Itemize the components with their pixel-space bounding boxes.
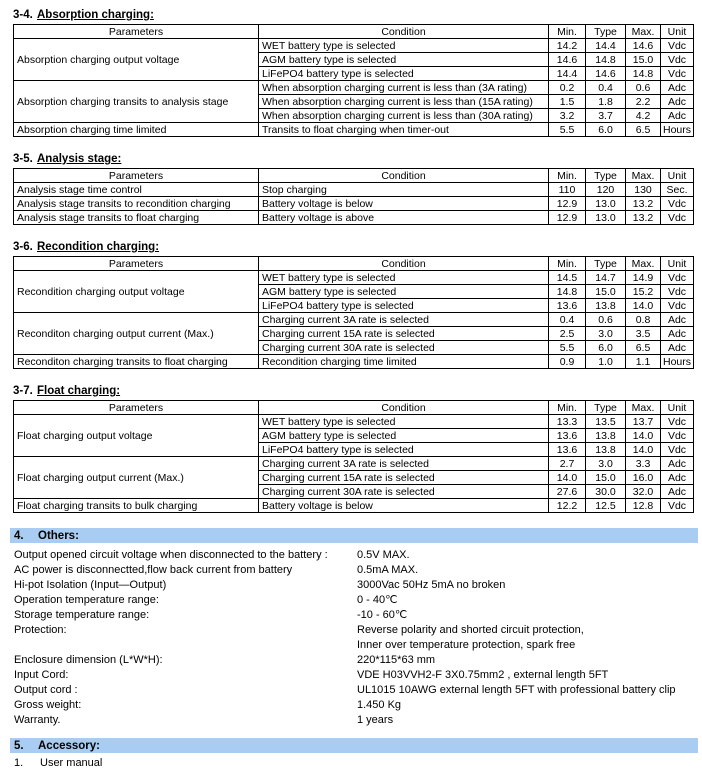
parameter-cell: Absorption charging transits to analysis stage <box>14 81 259 123</box>
max-cell: 14.9 <box>626 271 661 285</box>
max-cell: 12.8 <box>626 499 661 513</box>
spec-row <box>10 668 698 683</box>
unit-cell: Hours <box>661 355 694 369</box>
type-cell: 0.6 <box>586 313 626 327</box>
spec-value: UL1015 10AWG external length 5FT with professional battery clip <box>357 684 676 696</box>
spec-row <box>10 683 698 698</box>
section-number: 3-5. <box>13 153 33 165</box>
type-cell: 30.0 <box>586 485 626 499</box>
type-cell: 12.5 <box>586 499 626 513</box>
section-number: 4. <box>14 529 24 542</box>
type-cell: 13.8 <box>586 429 626 443</box>
table-row <box>14 313 694 327</box>
type-cell: 13.8 <box>586 443 626 457</box>
type-cell: 15.0 <box>586 285 626 299</box>
absorption-charging-table <box>13 24 694 137</box>
condition-cell: AGM battery type is selected <box>259 285 549 299</box>
table-body <box>14 415 694 513</box>
unit-cell: Sec. <box>661 183 694 197</box>
spec-label: Gross weight: <box>14 699 82 711</box>
table-header-row <box>14 25 694 39</box>
condition-cell: Charging current 3A rate is selected <box>259 457 549 471</box>
max-cell: 6.5 <box>626 123 661 137</box>
table-head <box>14 25 694 39</box>
type-cell: 13.0 <box>586 211 626 225</box>
spec-label <box>10 638 357 653</box>
min-cell: 14.0 <box>549 471 586 485</box>
unit-cell: Vdc <box>661 53 694 67</box>
type-cell: 1.0 <box>586 355 626 369</box>
min-cell: 14.5 <box>549 271 586 285</box>
section-recondition-charging <box>10 240 698 369</box>
table-row <box>14 415 694 429</box>
column-header: Min. <box>549 25 586 39</box>
section-number: 3-6. <box>13 241 33 253</box>
spec-value: -10 - 60℃ <box>357 609 408 621</box>
table-head <box>14 169 694 183</box>
parameter-cell: Float charging transits to bulk charging <box>14 499 259 513</box>
column-header: Unit <box>661 25 694 39</box>
condition-cell: Battery voltage is below <box>259 499 549 513</box>
column-header: Type <box>586 169 626 183</box>
spec-row <box>10 653 698 668</box>
type-cell: 3.0 <box>586 457 626 471</box>
parameter-cell: Absorption charging time limited <box>14 123 259 137</box>
table-row <box>14 123 694 137</box>
column-header: Condition <box>259 25 549 39</box>
max-cell: 2.2 <box>626 95 661 109</box>
max-cell: 13.2 <box>626 197 661 211</box>
max-cell: 6.5 <box>626 341 661 355</box>
spec-label: Hi-pot Isolation (Input—Output) <box>14 579 167 591</box>
condition-cell: WET battery type is selected <box>259 271 549 285</box>
unit-cell: Vdc <box>661 67 694 81</box>
section-number: 3-7. <box>13 385 33 397</box>
column-header: Parameters <box>14 25 259 39</box>
section-title: Absorption charging: <box>37 9 154 21</box>
condition-cell: When absorption charging current is less than (15A rating) <box>259 95 549 109</box>
max-cell: 13.7 <box>626 415 661 429</box>
spec-value: 0.5mA MAX. <box>357 564 419 576</box>
type-cell: 15.0 <box>586 471 626 485</box>
max-cell: 32.0 <box>626 485 661 499</box>
condition-cell: Stop charging <box>259 183 549 197</box>
table-body <box>14 39 694 137</box>
max-cell: 14.8 <box>626 67 661 81</box>
condition-cell: Charging current 30A rate is selected <box>259 341 549 355</box>
parameter-cell: Float charging output current (Max.) <box>14 457 259 499</box>
type-cell: 6.0 <box>586 123 626 137</box>
section-title: Analysis stage: <box>37 153 122 165</box>
column-header: Type <box>586 401 626 415</box>
section-heading-recondition <box>13 240 698 254</box>
column-header: Min. <box>549 401 586 415</box>
condition-cell: Transits to float charging when timer-out <box>259 123 549 137</box>
unit-cell: Adc <box>661 341 694 355</box>
condition-cell: When absorption charging current is less than (3A rating) <box>259 81 549 95</box>
condition-cell: Battery voltage is below <box>259 197 549 211</box>
spec-label: AC power is disconnectted,flow back current from battery <box>14 564 293 576</box>
section-title: Accessory: <box>38 739 101 752</box>
table-row <box>14 271 694 285</box>
column-header: Type <box>586 257 626 271</box>
min-cell: 3.2 <box>549 109 586 123</box>
analysis-stage-table <box>13 168 694 225</box>
section-title: Others: <box>38 529 79 542</box>
max-cell: 1.1 <box>626 355 661 369</box>
parameter-cell: Reconditon charging transits to float charging <box>14 355 259 369</box>
table-row <box>14 211 694 225</box>
spec-value: Inner over temperature protection, spark free <box>357 639 576 651</box>
spec-row <box>10 593 698 608</box>
min-cell: 14.2 <box>549 39 586 53</box>
accessory-item <box>10 756 698 768</box>
unit-cell: Vdc <box>661 197 694 211</box>
min-cell: 13.3 <box>549 415 586 429</box>
max-cell: 0.8 <box>626 313 661 327</box>
min-cell: 27.6 <box>549 485 586 499</box>
spec-label: Operation temperature range: <box>14 594 159 606</box>
min-cell: 14.6 <box>549 53 586 67</box>
max-cell: 4.2 <box>626 109 661 123</box>
accessory-item-label: User manual <box>40 757 103 768</box>
column-header: Unit <box>661 257 694 271</box>
min-cell: 13.6 <box>549 429 586 443</box>
table-body <box>14 271 694 369</box>
column-header: Condition <box>259 257 549 271</box>
others-rows <box>10 548 698 728</box>
type-cell: 14.7 <box>586 271 626 285</box>
others-section-bar <box>10 528 698 543</box>
table-row <box>14 183 694 197</box>
min-cell: 5.5 <box>549 123 586 137</box>
accessory-item-number: 1. <box>14 757 24 768</box>
table-head <box>14 257 694 271</box>
column-header: Condition <box>259 169 549 183</box>
table-row <box>14 81 694 95</box>
spec-value: Reverse polarity and shorted circuit protection, <box>357 624 584 636</box>
parameter-cell: Analysis stage transits to float charging <box>14 211 259 225</box>
max-cell: 0.6 <box>626 81 661 95</box>
spec-value: 0.5V MAX. <box>357 549 410 561</box>
condition-cell: Charging current 15A rate is selected <box>259 327 549 341</box>
min-cell: 2.5 <box>549 327 586 341</box>
spec-value: 1.450 Kg <box>357 699 402 711</box>
max-cell: 3.5 <box>626 327 661 341</box>
type-cell: 120 <box>586 183 626 197</box>
condition-cell: WET battery type is selected <box>259 415 549 429</box>
column-header: Parameters <box>14 169 259 183</box>
section-heading-float <box>13 384 698 398</box>
column-header: Unit <box>661 401 694 415</box>
spec-value: 220*115*63 mm <box>357 654 436 666</box>
max-cell: 3.3 <box>626 457 661 471</box>
type-cell: 3.7 <box>586 109 626 123</box>
spec-row <box>10 608 698 623</box>
unit-cell: Vdc <box>661 271 694 285</box>
min-cell: 110 <box>549 183 586 197</box>
unit-cell: Vdc <box>661 429 694 443</box>
condition-cell: Charging current 3A rate is selected <box>259 313 549 327</box>
section-title: Float charging: <box>37 385 121 397</box>
parameter-cell: Reconditon charging output current (Max.) <box>14 313 259 355</box>
spec-label: Output opened circuit voltage when disconnected to the battery : <box>14 549 328 561</box>
min-cell: 12.9 <box>549 197 586 211</box>
unit-cell: Hours <box>661 123 694 137</box>
type-cell: 14.4 <box>586 39 626 53</box>
max-cell: 15.2 <box>626 285 661 299</box>
section-number: 3-4. <box>13 9 33 21</box>
table-row <box>14 39 694 53</box>
table-head <box>14 401 694 415</box>
accessory-section-bar <box>10 738 698 753</box>
spec-label: Output cord : <box>14 684 78 696</box>
unit-cell: Adc <box>661 485 694 499</box>
type-cell: 3.0 <box>586 327 626 341</box>
unit-cell: Adc <box>661 81 694 95</box>
max-cell: 14.6 <box>626 39 661 53</box>
condition-cell: LiFePO4 battery type is selected <box>259 443 549 457</box>
column-header: Condition <box>259 401 549 415</box>
spec-value: 3000Vac 50Hz 5mA no broken <box>357 579 506 591</box>
max-cell: 16.0 <box>626 471 661 485</box>
column-header: Parameters <box>14 401 259 415</box>
max-cell: 13.2 <box>626 211 661 225</box>
section-number: 5. <box>14 739 24 752</box>
type-cell: 13.0 <box>586 197 626 211</box>
unit-cell: Vdc <box>661 299 694 313</box>
section-title: Recondition charging: <box>37 241 160 253</box>
section-heading-analysis <box>13 152 698 166</box>
min-cell: 13.6 <box>549 299 586 313</box>
table-header-row <box>14 257 694 271</box>
spec-label: Enclosure dimension (L*W*H): <box>14 654 163 666</box>
max-cell: 14.0 <box>626 299 661 313</box>
unit-cell: Vdc <box>661 415 694 429</box>
condition-cell: When absorption charging current is less than (30A rating) <box>259 109 549 123</box>
type-cell: 14.8 <box>586 53 626 67</box>
type-cell: 0.4 <box>586 81 626 95</box>
min-cell: 5.5 <box>549 341 586 355</box>
spec-value: 1 years <box>357 714 394 726</box>
column-header: Min. <box>549 169 586 183</box>
type-cell: 13.8 <box>586 299 626 313</box>
condition-cell: Charging current 15A rate is selected <box>259 471 549 485</box>
table-body <box>14 183 694 225</box>
column-header: Min. <box>549 257 586 271</box>
section-analysis-stage <box>10 152 698 225</box>
min-cell: 2.7 <box>549 457 586 471</box>
condition-cell: AGM battery type is selected <box>259 53 549 67</box>
type-cell: 14.6 <box>586 67 626 81</box>
spec-label: Storage temperature range: <box>14 609 150 621</box>
column-header: Max. <box>626 401 661 415</box>
condition-cell: LiFePO4 battery type is selected <box>259 67 549 81</box>
recondition-charging-table <box>13 256 694 369</box>
spec-row <box>10 638 698 653</box>
unit-cell: Adc <box>661 313 694 327</box>
spec-value: VDE H03VVH2-F 3X0.75mm2 , external length 5FT <box>357 669 609 681</box>
max-cell: 15.0 <box>626 53 661 67</box>
table-header-row <box>14 169 694 183</box>
parameter-cell: Analysis stage time control <box>14 183 259 197</box>
unit-cell: Vdc <box>661 443 694 457</box>
condition-cell: WET battery type is selected <box>259 39 549 53</box>
table-row <box>14 457 694 471</box>
spec-label: Input Cord: <box>14 669 69 681</box>
condition-cell: LiFePO4 battery type is selected <box>259 299 549 313</box>
type-cell: 1.8 <box>586 95 626 109</box>
max-cell: 14.0 <box>626 429 661 443</box>
min-cell: 13.6 <box>549 443 586 457</box>
unit-cell: Adc <box>661 109 694 123</box>
column-header: Max. <box>626 257 661 271</box>
table-row <box>14 499 694 513</box>
spec-label: Protection: <box>14 624 67 636</box>
condition-cell: Battery voltage is above <box>259 211 549 225</box>
section-float-charging <box>10 384 698 513</box>
column-header: Max. <box>626 25 661 39</box>
max-cell: 130 <box>626 183 661 197</box>
unit-cell: Vdc <box>661 211 694 225</box>
spec-row <box>10 563 698 578</box>
spec-row <box>10 713 698 728</box>
max-cell: 14.0 <box>626 443 661 457</box>
min-cell: 1.5 <box>549 95 586 109</box>
condition-cell: Charging current 30A rate is selected <box>259 485 549 499</box>
column-header: Unit <box>661 169 694 183</box>
unit-cell: Adc <box>661 95 694 109</box>
parameter-cell: Absorption charging output voltage <box>14 39 259 81</box>
unit-cell: Vdc <box>661 39 694 53</box>
min-cell: 0.2 <box>549 81 586 95</box>
column-header: Parameters <box>14 257 259 271</box>
column-header: Type <box>586 25 626 39</box>
spec-row <box>10 578 698 593</box>
float-charging-table <box>13 400 694 513</box>
column-header: Max. <box>626 169 661 183</box>
section-heading-absorption <box>13 8 698 22</box>
type-cell: 6.0 <box>586 341 626 355</box>
parameter-cell: Float charging output voltage <box>14 415 259 457</box>
min-cell: 14.8 <box>549 285 586 299</box>
type-cell: 13.5 <box>586 415 626 429</box>
condition-cell: AGM battery type is selected <box>259 429 549 443</box>
unit-cell: Adc <box>661 457 694 471</box>
unit-cell: Adc <box>661 327 694 341</box>
min-cell: 12.2 <box>549 499 586 513</box>
parameter-cell: Recondition charging output voltage <box>14 271 259 313</box>
spec-value: 0 - 40℃ <box>357 594 398 606</box>
spec-row <box>10 623 698 638</box>
spec-row <box>10 548 698 563</box>
spec-row <box>10 698 698 713</box>
section-absorption-charging <box>10 8 698 137</box>
min-cell: 0.9 <box>549 355 586 369</box>
min-cell: 12.9 <box>549 211 586 225</box>
unit-cell: Vdc <box>661 285 694 299</box>
unit-cell: Adc <box>661 471 694 485</box>
spec-label: Warranty. <box>14 714 61 726</box>
table-row <box>14 355 694 369</box>
table-header-row <box>14 401 694 415</box>
condition-cell: Recondition charging time limited <box>259 355 549 369</box>
table-row <box>14 197 694 211</box>
min-cell: 0.4 <box>549 313 586 327</box>
min-cell: 14.4 <box>549 67 586 81</box>
parameter-cell: Analysis stage transits to recondition charging <box>14 197 259 211</box>
unit-cell: Vdc <box>661 499 694 513</box>
